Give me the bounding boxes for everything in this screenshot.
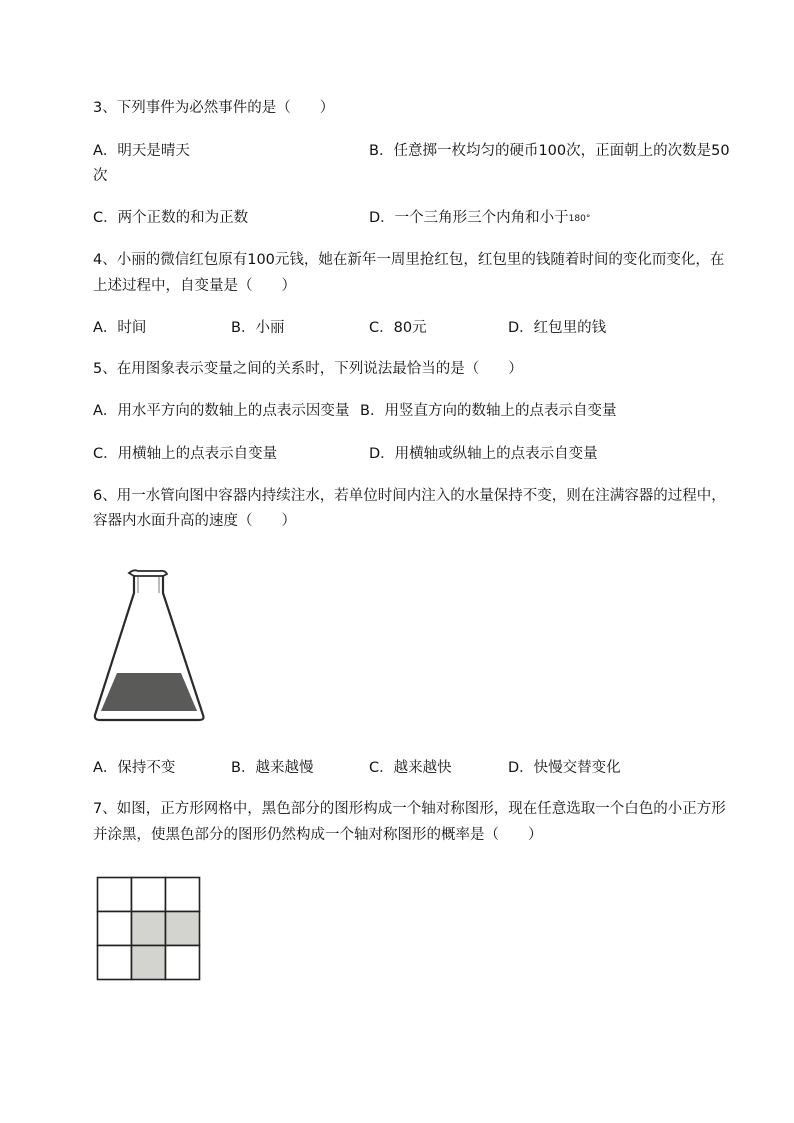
grid-cell-white <box>98 878 132 912</box>
grid-cell-white <box>132 878 166 912</box>
q5-option-d: D．用横轴或纵轴上的点表示自变量 <box>369 446 598 462</box>
grid-cell-shaded <box>132 912 166 946</box>
q3-option-d-degree: 180° <box>568 214 591 224</box>
q5-option-a: A．用水平方向的数轴上的点表示因变量 <box>93 403 350 419</box>
q3-stem: 3、下列事件为必然事件的是（ ） <box>93 100 335 116</box>
flask-rim <box>129 570 167 576</box>
grid-cell-shaded <box>166 912 200 946</box>
q4-stem-line2: 上述过程中，自变量是（ ） <box>93 278 296 294</box>
q7-stem-line2: 并涂黑，使黑色部分的图形仍然构成一个轴对称图形的概率是（ ） <box>93 827 543 843</box>
grid-cell-white <box>166 878 200 912</box>
q3-option-d-text: D．一个三角形三个内角和小于 <box>369 210 569 226</box>
square-grid-figure <box>96 876 202 982</box>
q5-stem: 5、在用图象表示变量之间的关系时，下列说法最恰当的是（ ） <box>93 361 523 377</box>
q3-option-b-continued: 次 <box>93 168 108 184</box>
q7-stem-line1: 7、如图，正方形网格中，黑色部分的图形构成一个轴对称图形，现在任意选取一个白色的小正方形 <box>93 801 726 817</box>
q5-option-c: C．用横轴上的点表示自变量 <box>93 446 278 462</box>
q6-option-a: A．保持不变 <box>93 760 176 776</box>
conical-flask-figure <box>93 565 208 725</box>
q4-option-c: C．80元 <box>369 320 427 336</box>
grid-cell-white <box>98 912 132 946</box>
q6-stem-line2: 容器内水面升高的速度（ ） <box>93 513 296 529</box>
q3-option-b: B．任意掷一枚均匀的硬币100次，正面朝上的次数是50 <box>369 143 730 159</box>
grid-cell-shaded <box>132 946 166 980</box>
flask-water <box>101 673 197 711</box>
q5-option-b: B．用竖直方向的数轴上的点表示自变量 <box>360 403 617 419</box>
grid-cell-white <box>98 946 132 980</box>
q6-option-c: C．越来越快 <box>369 760 452 776</box>
q3-option-d <box>369 208 590 229</box>
q4-option-b: B．小丽 <box>231 320 285 336</box>
q6-option-d: D．快慢交替变化 <box>508 760 621 776</box>
q3-option-c: C．两个正数的和为正数 <box>93 210 249 226</box>
q6-option-b: B．越来越慢 <box>231 760 314 776</box>
q4-option-a: A．时间 <box>93 320 147 336</box>
q4-stem-line1: 4、小丽的微信红包原有100元钱，她在新年一周里抢红包，红包里的钱随着时间的变化而变化，在 <box>93 252 725 268</box>
q6-stem-line1: 6、用一水管向图中容器内持续注水，若单位时间内注入的水量保持不变，则在注满容器的过程中， <box>93 488 726 504</box>
q4-option-d: D．红包里的钱 <box>508 320 607 336</box>
grid-cell-white <box>166 946 200 980</box>
q3-option-a: A．明天是晴天 <box>93 143 190 159</box>
